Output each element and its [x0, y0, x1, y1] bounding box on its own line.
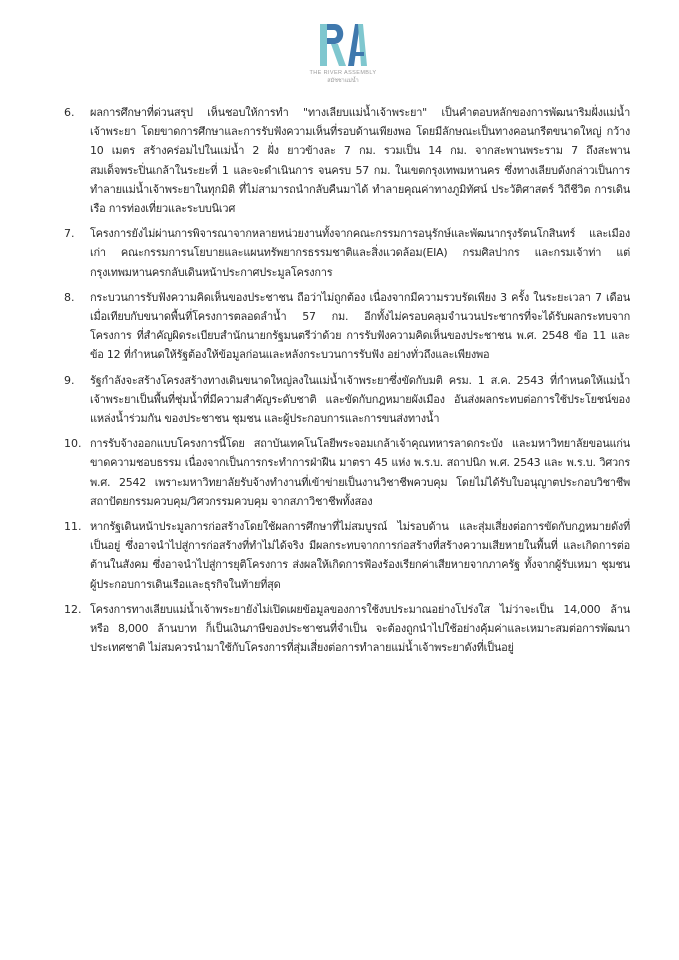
list-item — [64, 103, 630, 218]
item-number: 7. — [64, 227, 75, 241]
item-text: การรับจ้างออกแบบโครงการนี้โดย สถาบันเทคโนโลยีพระจอมเกล้าเจ้าคุณทหารลาดกระบัง และมหาวิทยาลัยขอนแก่น ขาดความชอบธรรม เนื่องจากเป็นการกระทำการฝ่าฝืน มาตรา 45 แห่ง พ.ร.บ. สถาปนิก พ.ศ. 2543 และ พ.ร.บ. วิศวกร พ.ศ. 2542 เพราะมหาวิทยาลัยรับจ้างทำงานที่เข้าข่ายเป็นงานวิชาชีพควบคุม โดยไม่ได้รับใบอนุญาตประกอบวิชาชีพสถาปัตยกรรมควบคุม/วิศวกรรมควบคุม จากสภาวิชาชีพทั้งสอง — [90, 437, 630, 508]
ra-logo-mark — [318, 22, 368, 68]
list-item — [64, 288, 630, 365]
list-item — [64, 517, 630, 594]
numbered-list — [64, 103, 630, 663]
item-number: 12. — [64, 602, 82, 616]
list-item — [64, 224, 630, 282]
item-number: 10. — [64, 437, 82, 451]
list-item — [64, 371, 630, 429]
list-item — [64, 434, 630, 511]
item-text: หากรัฐเดินหน้าประมูลการก่อสร้างโดยใช้ผลการศึกษาที่ไม่สมบูรณ์ ไม่รอบด้าน และสุ่มเสี่ยงต่อการขัดกับกฎหมายดังที่เป็นอยู่ ซึ่งอาจนำไปสู่การก่อสร้างที่ทำไม่ได้จริง มีผลกระทบจากการก่อสร้างที่สร้างความเสียหายในพื้นที่ และเกิดการต่อต้านในสังคม ซึ่งอาจนำไปสู่การยุติโครงการ ส่งผลให้เกิดการฟ้องร้องเรียกค่าเสียหายจากภาครัฐ ทั้งจากผู้รับเหมา ชุมชน ผู้ประกอบการเดินเรือและธุรกิจในท้ายที่สุด — [90, 520, 630, 591]
item-text: ผลการศึกษาที่ด่วนสรุป เห็นชอบให้การทำ "ทางเลียบแม่น้ำเจ้าพระยา" เป็นคำตอบหลักของการพัฒนาริมฝั่งแม่น้ำเจ้าพระยา โดยขาดการศึกษาและการรับฟังความเห็นที่รอบด้านเพียงพอ โดยมีลักษณะเป็นทางคอนกรีตขนาดใหญ่ กว้าง 10 เมตร สร้างคร่อมไปในแม่น้ำ 2 ฝั่ง ยาวข้างละ 7 กม. รวมเป็น 14 กม. จากสะพานพระราม 7 ถึงสะพานสมเด็จพระปิ่นเกล้าในระยะที่ 1 และจะดำเนินการ จนครบ 57 กม. ในเขตกรุงเทพมหานคร ซึ่งทางเลียบดังกล่าวเป็นการทำลายแม่น้ำเจ้าพระยาในทุกมิติ ที่ไม่สามารถนำกลับคืนมาได้ ทำลายคุณค่าทางภูมิทัศน์ ประวัติศาสตร์ วิถีชีวิต การเดินเรือ การท่องเที่ยวและระบบนิเวศ — [90, 106, 630, 216]
item-text: โครงการทางเลียบแม่น้ำเจ้าพระยายังไม่เปิดเผยข้อมูลของการใช้งบประมาณอย่างโปร่งใส ไม่ว่าจะเป็น 14,000 ล้าน หรือ 8,000 ล้านบาท ก็เป็นเงินภาษีของประชาชนที่จำเป็น จะต้องถูกนำไปใช้อย่างคุ้มค่าและเหมาะสมต่อการพัฒนาประเทศชาติ ไม่สมควรนำมาใช้กับโครงการที่สุ่มเสี่ยงต่อการทำลายแม่น้ำเจ้าพระยาดังที่เป็นอยู่ — [90, 602, 630, 655]
item-text: กระบวนการรับฟังความคิดเห็นของประชาชน ถือว่าไม่ถูกต้อง เนื่องจากมีความรวบรัดเพียง 3 ครั้ง ในระยะเวลา 7 เดือน เมื่อเทียบกับขนาดพื้นที่โครงการตลอดลำน้ำ 57 กม. อีกทั้งไม่ครอบคลุมจำนวนประชากรที่จะได้รับผลกระทบจากโครงการ ที่สำคัญผิดระเบียบสำนักนายกรัฐมนตรีว่าด้วย การรับฟังความคิดเห็นของประชาชน พ.ศ. 2548 ข้อ 11 และ ข้อ 12 ที่กำหนดให้รัฐต้องให้ข้อมูลก่อนและหลังกระบวนการรับฟัง อย่างทั่วถึงและเพียงพอ — [90, 290, 630, 362]
item-text: รัฐกำลังจะสร้างโครงสร้างทางเดินขนาดใหญ่ลงในแม่น้ำเจ้าพระยาซึ่งขัดกับมติ ครม. 1 ส.ค. 2543 ที่กำหนดให้แม่น้ำเจ้าพระยาเป็นพื้นที่ชุ่มน้ำที่มีความสำคัญระดับชาติ และขัดกับกฎหมายผังเมือง อันส่งผลกระทบต่อการใช้ประโยชน์ของแหล่งน้ำร่วมกัน ของประชาชน ชุมชน และผู้ประกอบการและการขนส่งทางน้ำ — [90, 373, 630, 426]
item-text: โครงการยังไม่ผ่านการพิจารณาจากหลายหน่วยงานทั้งจากคณะกรรมการอนุรักษ์และพัฒนากรุงรัตนโกสินทร์ และเมืองเก่า คณะกรรมการนโยบายและแผนทรัพยากรธรรมชาติและสิ่งแวดล้อม(EIA) กรมศิลปากร และกรมเจ้าท่า แต่กรุงเทพมหานครกลับเดินหน้าประกาศประมูลโครงการ — [90, 227, 630, 279]
list-item — [64, 600, 630, 658]
item-number: 9. — [64, 373, 75, 387]
river-assembly-logo — [308, 22, 378, 94]
item-number: 6. — [64, 106, 75, 119]
item-number: 11. — [64, 520, 82, 534]
item-number: 8. — [64, 290, 75, 304]
logo-tagline: สมัชชาแม่น้ำ — [327, 78, 359, 84]
logo-name: THE RIVER ASSEMBLY — [309, 70, 377, 76]
